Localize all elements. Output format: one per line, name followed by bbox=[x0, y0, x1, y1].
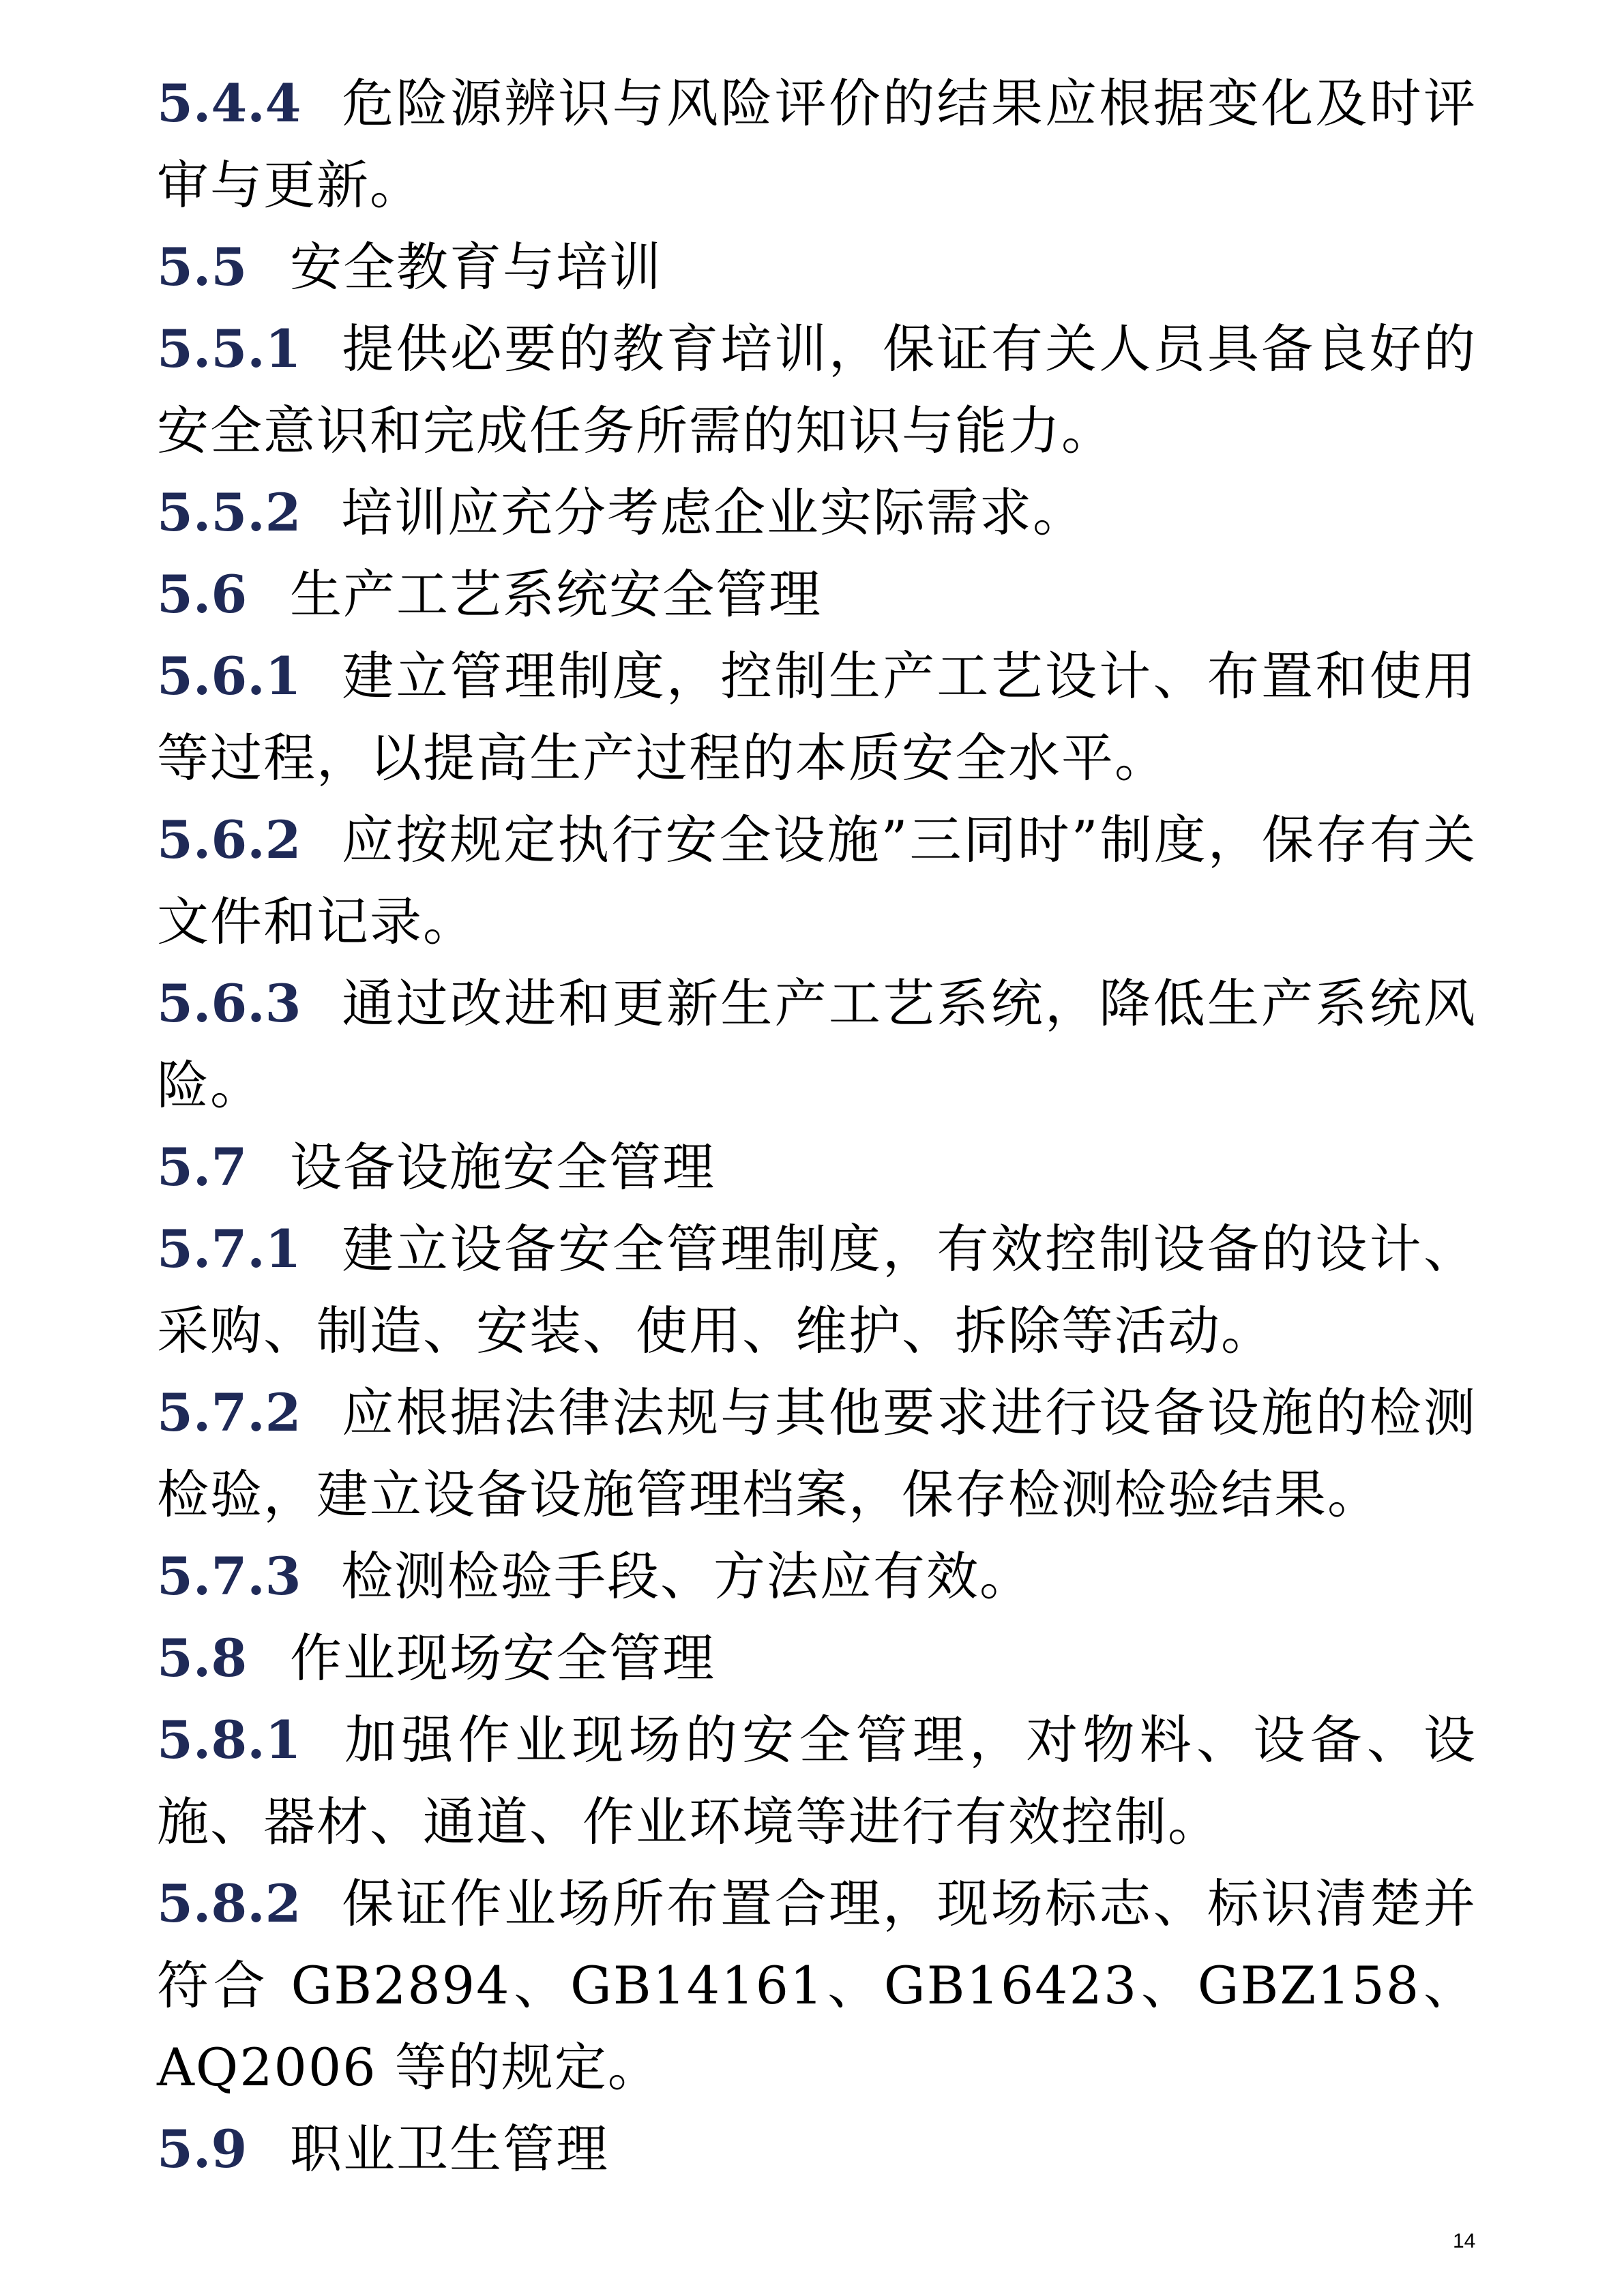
clause-5-5-1 bbox=[157, 308, 1477, 472]
clause-number: 5.5.1 bbox=[157, 318, 301, 379]
section-number: 5.7 bbox=[157, 1137, 248, 1197]
section-number: 5.9 bbox=[157, 2119, 248, 2179]
clause-number: 5.8.2 bbox=[157, 1873, 301, 1934]
clause-text: 检测检验手段、方法应有效。 bbox=[341, 1546, 1033, 1607]
clause-text: 通过改进和更新生产工艺系统，降低生产系统风险。 bbox=[157, 973, 1477, 1116]
clause-number: 5.7.1 bbox=[157, 1219, 301, 1279]
section-5-6 bbox=[157, 554, 1477, 636]
clause-text: 培训应充分考虑企业实际需求。 bbox=[341, 482, 1086, 543]
clause-5-6-3 bbox=[157, 963, 1477, 1127]
clause-5-4-4 bbox=[157, 63, 1477, 226]
section-number: 5.6 bbox=[157, 564, 248, 625]
clause-text: 应根据法律法规与其他要求进行设备设施的检测检验，建立设备设施管理档案，保存检测检验结果。 bbox=[157, 1382, 1477, 1525]
section-number: 5.8 bbox=[157, 1628, 248, 1688]
clause-number: 5.6.2 bbox=[157, 809, 301, 870]
clause-5-6-1 bbox=[157, 636, 1477, 799]
section-title: 生产工艺系统安全管理 bbox=[290, 564, 822, 625]
clause-number: 5.6.1 bbox=[157, 646, 301, 706]
clause-number: 5.7.3 bbox=[157, 1546, 301, 1607]
clause-text: 危险源辨识与风险评价的结果应根据变化及时评审与更新。 bbox=[157, 73, 1477, 215]
clause-5-7-2 bbox=[157, 1372, 1477, 1536]
document-body bbox=[157, 63, 1477, 2190]
clause-5-7-1 bbox=[157, 1208, 1477, 1372]
clause-number: 5.6.3 bbox=[157, 973, 301, 1034]
clause-5-7-3 bbox=[157, 1536, 1477, 1617]
section-title: 职业卫生管理 bbox=[290, 2119, 609, 2179]
section-5-8 bbox=[157, 1617, 1477, 1699]
clause-text: 加强作业现场的安全管理，对物料、设备、设施、器材、通道、作业环境等进行有效控制。 bbox=[157, 1710, 1477, 1852]
clause-text: 提供必要的教育培训，保证有关人员具备良好的安全意识和完成任务所需的知识与能力。 bbox=[157, 318, 1477, 461]
clause-text: 保证作业场所布置合理，现场标志、标识清楚并符合 GB2894、GB14161、GB16423、GBZ158、AQ2006 等的规定。 bbox=[157, 1873, 1477, 2098]
clause-5-5-2 bbox=[157, 472, 1477, 554]
clause-text: 建立设备安全管理制度，有效控制设备的设计、采购、制造、安装、使用、维护、拆除等活动。 bbox=[157, 1219, 1477, 1361]
clause-number: 5.7.2 bbox=[157, 1382, 301, 1443]
section-title: 安全教育与培训 bbox=[290, 237, 662, 297]
clause-5-6-2 bbox=[157, 799, 1477, 963]
clause-number: 5.8.1 bbox=[157, 1710, 301, 1770]
clause-5-8-1 bbox=[157, 1699, 1477, 1863]
section-title: 设备设施安全管理 bbox=[290, 1137, 715, 1197]
clause-5-8-2 bbox=[157, 1863, 1477, 2108]
page-number: 14 bbox=[1453, 2230, 1476, 2252]
section-title: 作业现场安全管理 bbox=[290, 1628, 715, 1688]
section-5-5 bbox=[157, 226, 1477, 308]
section-5-7 bbox=[157, 1127, 1477, 1208]
clause-number: 5.4.4 bbox=[157, 73, 301, 134]
clause-text: 建立管理制度，控制生产工艺设计、布置和使用等过程，以提高生产过程的本质安全水平。 bbox=[157, 646, 1477, 788]
clause-text: 应按规定执行安全设施”三同时”制度，保存有关文件和记录。 bbox=[157, 809, 1477, 952]
section-number: 5.5 bbox=[157, 237, 248, 297]
section-5-9 bbox=[157, 2108, 1477, 2190]
clause-number: 5.5.2 bbox=[157, 482, 301, 543]
